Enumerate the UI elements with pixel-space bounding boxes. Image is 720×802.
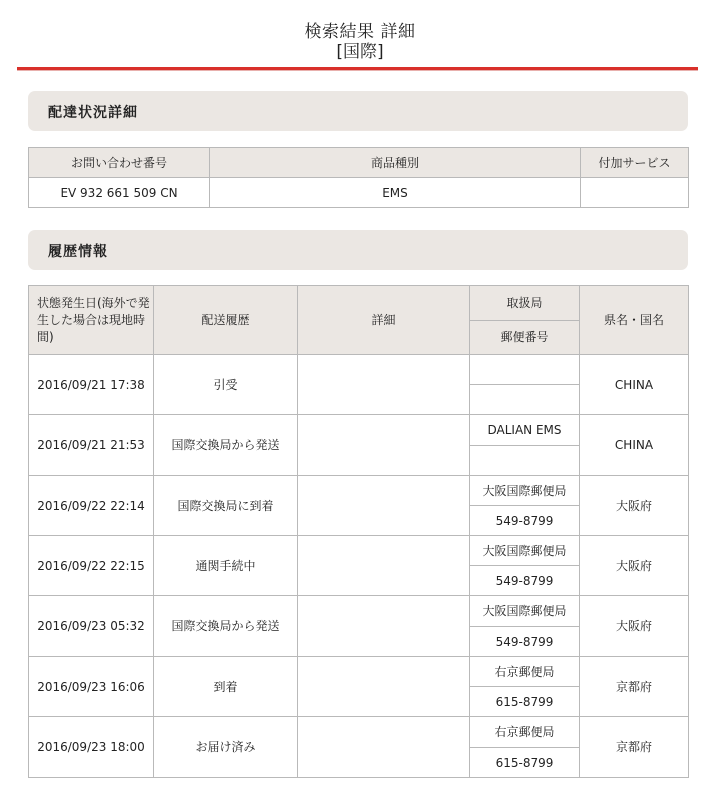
event-status: お届け済み	[154, 717, 298, 778]
history-section-header	[28, 230, 688, 270]
delivery-status-table	[28, 147, 689, 208]
history-rows	[29, 355, 689, 778]
event-detail	[298, 476, 470, 536]
event-status: 到着	[154, 657, 298, 717]
event-region: 京都府	[580, 657, 689, 717]
handling-office: 大阪国際郵便局	[470, 476, 580, 506]
event-date: 2016/09/23 18:00	[29, 717, 154, 778]
handling-office	[470, 355, 580, 385]
tracking-number: EV 932 661 509 CN	[29, 178, 210, 208]
event-region: 大阪府	[580, 476, 689, 536]
event-status: 国際交換局に到着	[154, 476, 298, 536]
col-tracking-number: お問い合わせ番号	[29, 148, 210, 178]
history-row	[29, 536, 689, 566]
product-type: EMS	[210, 178, 581, 208]
event-region: CHINA	[580, 355, 689, 415]
history-row	[29, 596, 689, 627]
event-date: 2016/09/22 22:15	[29, 536, 154, 596]
handling-office: 大阪国際郵便局	[470, 536, 580, 566]
handling-office: 右京郵便局	[470, 717, 580, 748]
delivery-row	[29, 178, 689, 208]
page-subtitle: [国際]	[336, 42, 384, 62]
postal-code	[470, 385, 580, 415]
history-row	[29, 717, 689, 748]
event-region: 京都府	[580, 717, 689, 778]
col-detail: 詳細	[298, 286, 470, 355]
history-row	[29, 476, 689, 506]
event-detail	[298, 596, 470, 657]
event-detail	[298, 415, 470, 476]
history-row	[29, 355, 689, 385]
event-region: CHINA	[580, 415, 689, 476]
postal-code	[470, 446, 580, 476]
col-region: 県名・国名	[580, 286, 689, 355]
col-product-type: 商品種別	[210, 148, 581, 178]
postal-code: 549-8799	[470, 627, 580, 657]
postal-code: 549-8799	[470, 506, 580, 536]
delivery-section-header	[28, 91, 688, 131]
event-date: 2016/09/23 16:06	[29, 657, 154, 717]
handling-office: 大阪国際郵便局	[470, 596, 580, 627]
event-status: 通関手続中	[154, 536, 298, 596]
delivery-header-row	[29, 148, 689, 178]
event-region: 大阪府	[580, 596, 689, 657]
history-section-title: 履歴情報	[48, 244, 108, 260]
postal-code: 615-8799	[470, 687, 580, 717]
history-row	[29, 657, 689, 687]
col-postal-code: 郵便番号	[470, 321, 580, 355]
col-additional-service: 付加サービス	[581, 148, 689, 178]
header-divider	[17, 67, 698, 71]
event-detail	[298, 717, 470, 778]
page-header	[0, 0, 720, 72]
event-date: 2016/09/21 21:53	[29, 415, 154, 476]
col-status: 配送履歴	[154, 286, 298, 355]
page-title: 検索結果 詳細	[304, 22, 416, 42]
event-status: 国際交換局から発送	[154, 415, 298, 476]
event-detail	[298, 536, 470, 596]
event-region: 大阪府	[580, 536, 689, 596]
history-table	[28, 285, 689, 778]
postal-code: 615-8799	[470, 748, 580, 778]
history-row	[29, 415, 689, 446]
additional-service	[581, 178, 689, 208]
event-date: 2016/09/23 05:32	[29, 596, 154, 657]
history-header-row	[29, 286, 689, 321]
postal-code: 549-8799	[470, 566, 580, 596]
event-detail	[298, 657, 470, 717]
col-event-date: 状態発生日(海外で発生した場合は現地時間)	[29, 286, 154, 355]
event-date: 2016/09/22 22:14	[29, 476, 154, 536]
delivery-section-title: 配達状況詳細	[48, 105, 138, 121]
event-date: 2016/09/21 17:38	[29, 355, 154, 415]
event-status: 引受	[154, 355, 298, 415]
col-office: 取扱局	[470, 286, 580, 321]
event-detail	[298, 355, 470, 415]
event-status: 国際交換局から発送	[154, 596, 298, 657]
handling-office: DALIAN EMS	[470, 415, 580, 446]
handling-office: 右京郵便局	[470, 657, 580, 687]
